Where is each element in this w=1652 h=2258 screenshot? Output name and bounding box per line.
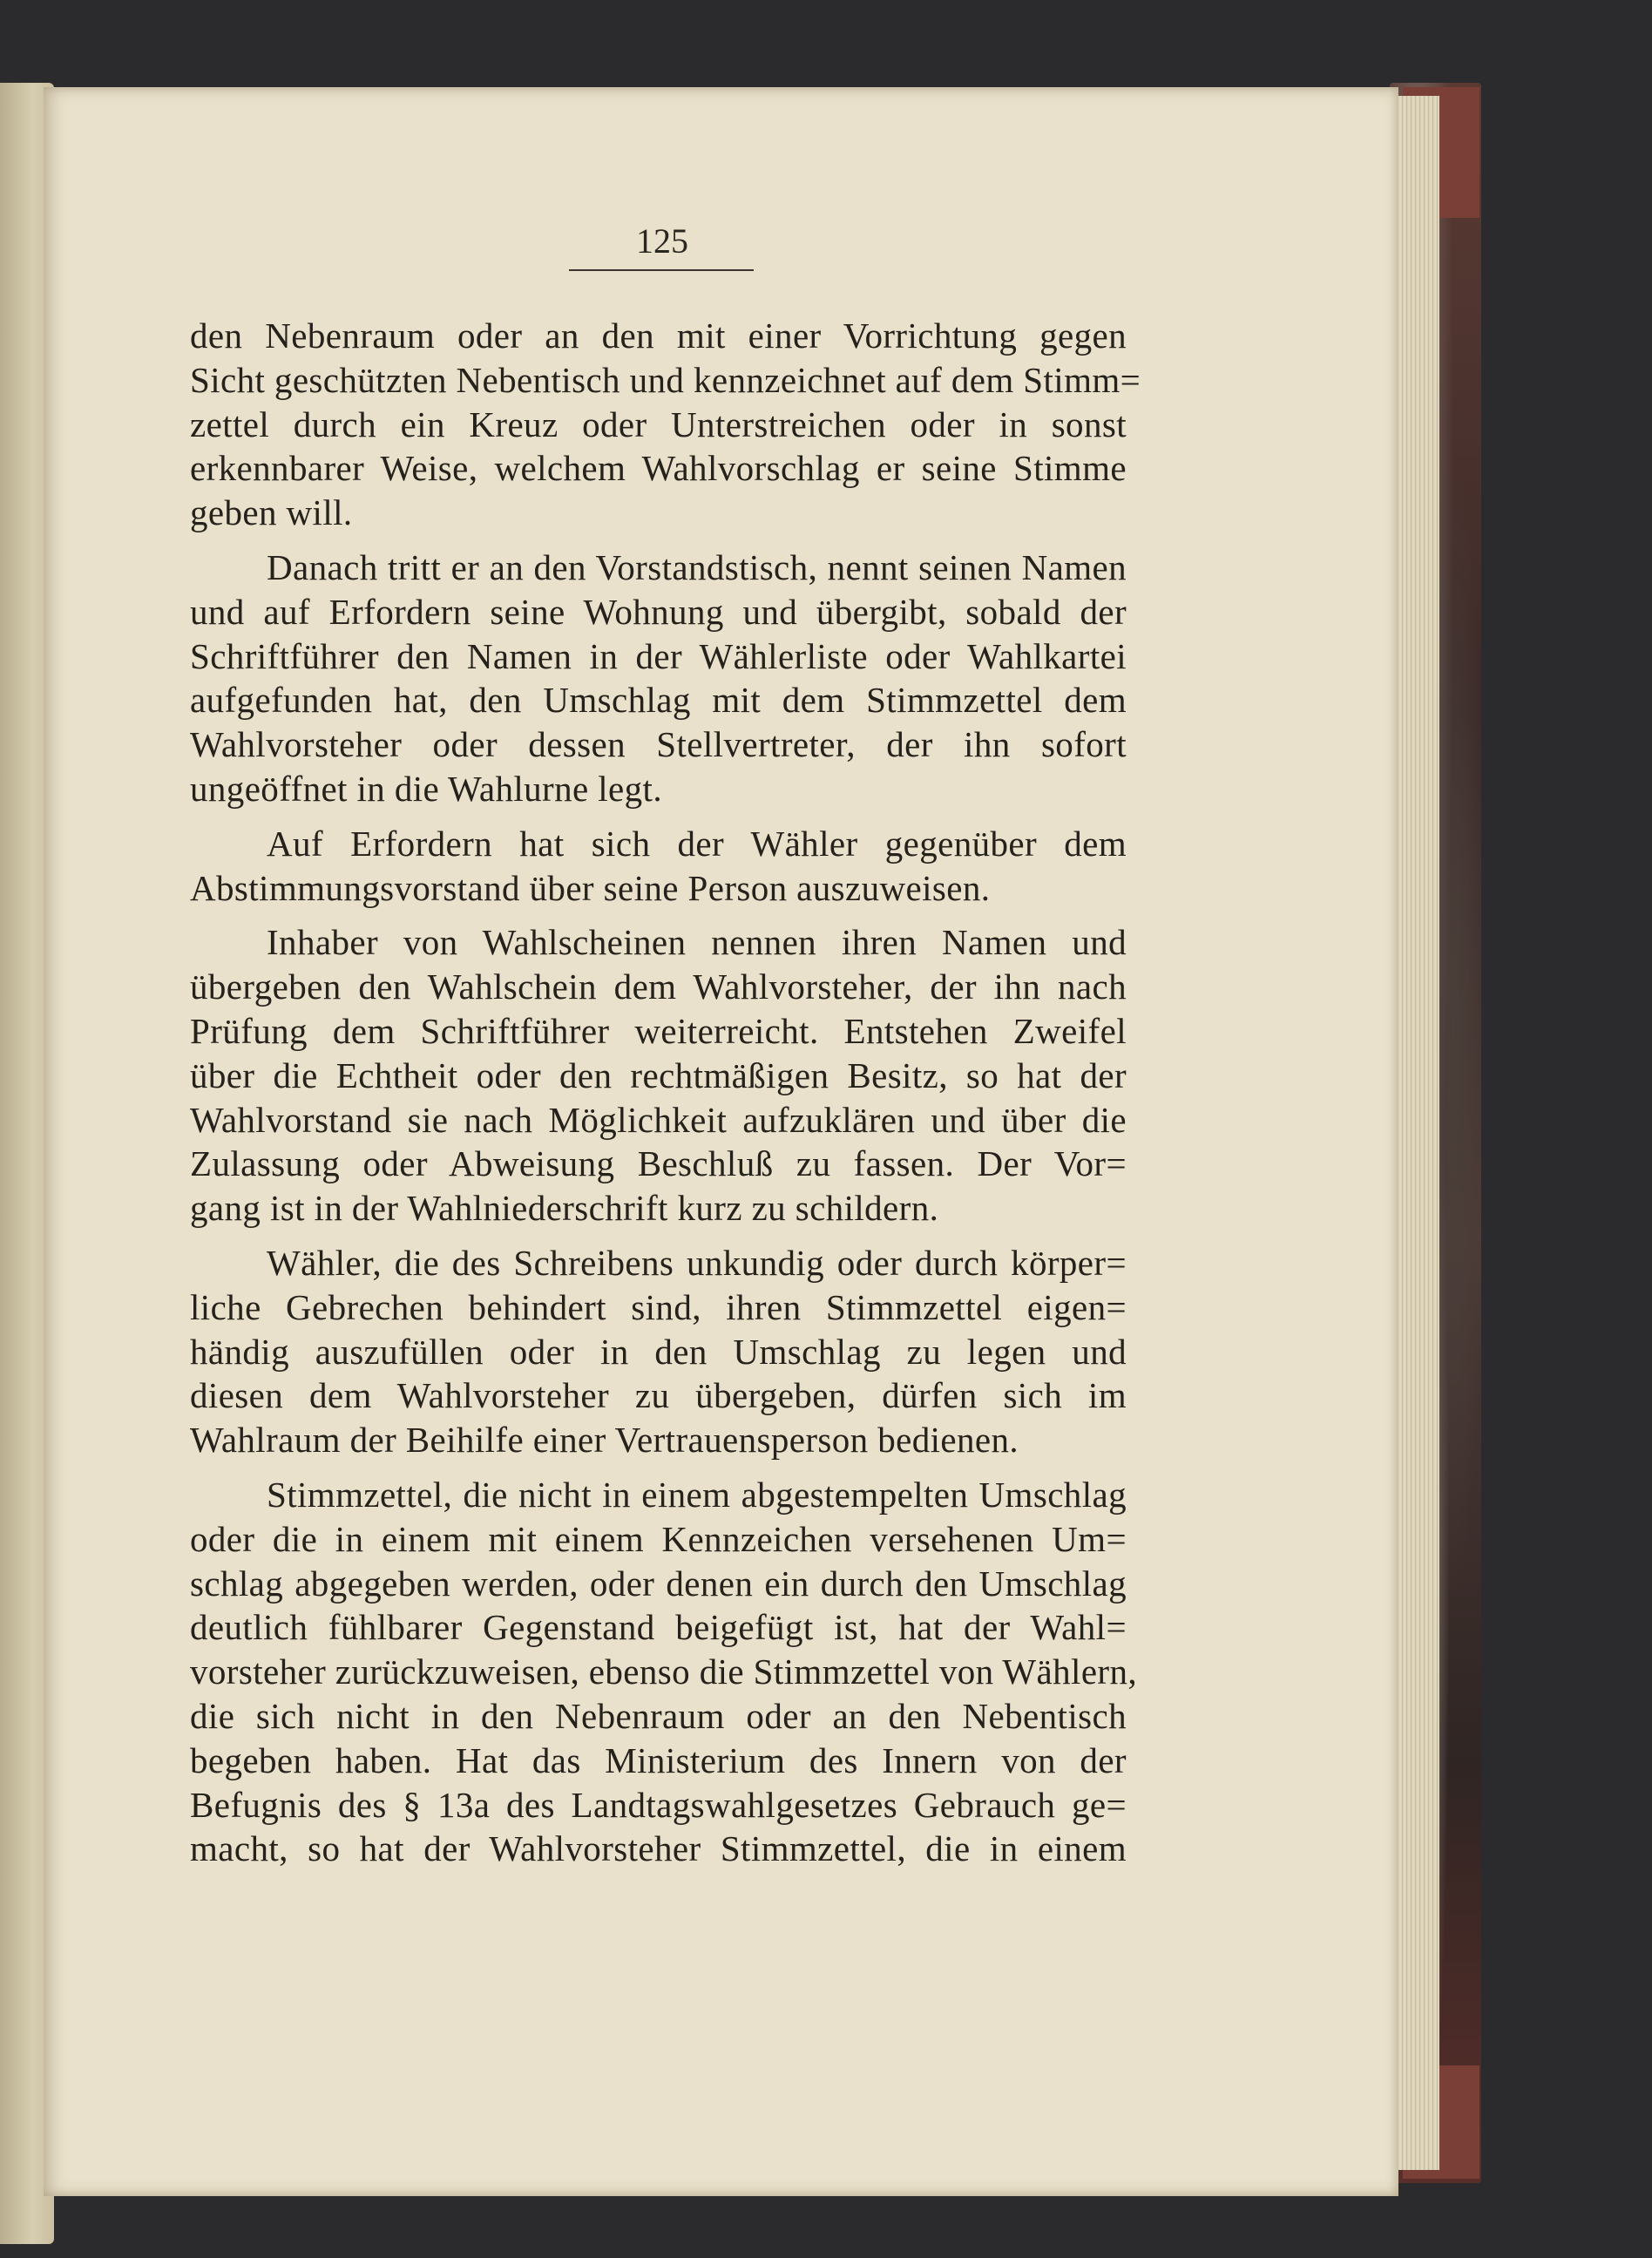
text-line: erkennbarer Weise, welchem Wahlvorschlag er seine Stimme xyxy=(190,448,1127,489)
header-rule xyxy=(569,269,754,271)
text-line: liche Gebrechen behindert sind, ihren Stimmzettel eigen= xyxy=(190,1286,1127,1327)
text-line: ungeöffnet in die Wahlurne legt. xyxy=(190,768,662,809)
text-line: über die Echtheit oder den rechtmäßigen Besitz, so hat der xyxy=(190,1054,1127,1095)
text-line: geben will. xyxy=(190,492,353,533)
paragraph xyxy=(190,314,1141,535)
paragraph xyxy=(190,1473,1138,1871)
text-line: Inhaber von Wahlscheinen nennen ihren Namen und xyxy=(267,922,1127,963)
text-line: die sich nicht in den Nebenraum oder an den Nebentisch xyxy=(190,1695,1127,1736)
paragraph xyxy=(190,1241,1127,1462)
text-line: Wahlvorsteher oder dessen Stellvertreter, der ihn sofort xyxy=(190,724,1127,765)
text-line: deutlich fühlbarer Gegenstand beigefügt ist, hat der Wahl= xyxy=(190,1607,1127,1648)
text-line: Prüfung dem Schriftführer weiterreicht. Entstehen Zweifel xyxy=(190,1010,1127,1051)
text-line: Auf Erfordern hat sich der Wähler gegenüber dem xyxy=(267,823,1127,864)
text-line: Wahlraum der Beihilfe einer Vertrauensperson bedienen. xyxy=(190,1420,1019,1461)
text-line: Zulassung oder Abweisung Beschluß zu fassen. Der Vor= xyxy=(190,1143,1127,1184)
text-line: Danach tritt er an den Vorstandstisch, nennt seinen Namen xyxy=(267,546,1127,587)
text-line: oder die in einem mit einem Kennzeichen versehenen Um= xyxy=(190,1518,1127,1559)
paragraph xyxy=(190,822,1127,911)
body-text xyxy=(190,314,1141,1882)
paragraph xyxy=(190,920,1127,1231)
text-line: Sicht geschützten Nebentisch und kennzeichnet auf dem Stimm= xyxy=(190,359,1141,400)
text-line: händig auszufüllen oder in den Umschlag zu legen und xyxy=(190,1331,1127,1372)
text-line: macht, so hat der Wahlvorsteher Stimmzettel, die in einem xyxy=(190,1828,1127,1869)
text-line: diesen dem Wahlvorsteher zu übergeben, dürfen sich im xyxy=(190,1375,1127,1416)
text-line: Schriftführer den Namen in der Wählerliste oder Wahlkartei xyxy=(190,635,1127,676)
text-line: aufgefunden hat, den Umschlag mit dem Stimmzettel dem xyxy=(190,680,1127,721)
text-line: schlag abgegeben werden, oder denen ein durch den Umschlag xyxy=(190,1563,1127,1604)
text-line: übergeben den Wahlschein dem Wahlvorsteher, der ihn nach xyxy=(190,966,1127,1007)
page-stack-edge xyxy=(1394,96,1439,2170)
text-line: Wahlvorstand sie nach Möglichkeit aufzuklären und über die xyxy=(190,1099,1127,1140)
text-line: Stimmzettel, die nicht in einem abgestempelten Umschlag xyxy=(267,1474,1127,1515)
text-line: gang ist in der Wahlniederschrift kurz zu schildern. xyxy=(190,1188,939,1229)
text-line: Abstimmungsvorstand über seine Person auszuweisen. xyxy=(190,867,991,908)
paragraph xyxy=(190,546,1127,811)
page-number: 125 xyxy=(636,221,688,261)
text-line: vorsteher zurückzuweisen, ebenso die Stimmzettel von Wählern, xyxy=(190,1651,1138,1692)
text-line: Wähler, die des Schreibens unkundig oder durch körper= xyxy=(267,1242,1127,1283)
text-line: Befugnis des § 13a des Landtagswahlgesetzes Gebrauch ge= xyxy=(190,1784,1127,1825)
text-line: begeben haben. Hat das Ministerium des Innern von der xyxy=(190,1739,1127,1780)
text-line: zettel durch ein Kreuz oder Unterstreichen oder in sonst xyxy=(190,403,1127,444)
text-line: und auf Erfordern seine Wohnung und übergibt, sobald der xyxy=(190,591,1127,632)
text-line: den Nebenraum oder an den mit einer Vorrichtung gegen xyxy=(190,315,1127,356)
